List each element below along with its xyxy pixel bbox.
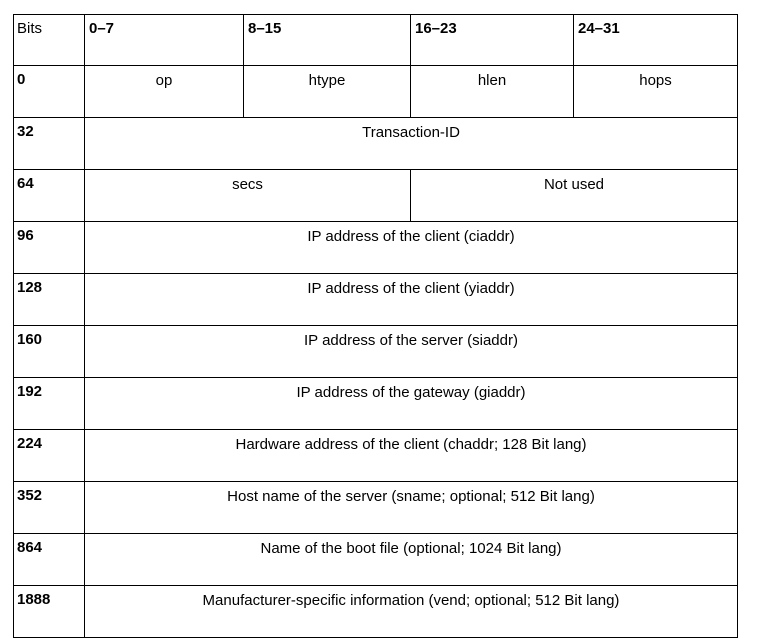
field-siaddr: IP address of the server (siaddr) [85, 326, 738, 378]
column-header-0-7: 0–7 [85, 15, 244, 66]
field-hlen: hlen [411, 66, 574, 118]
table-row [14, 170, 738, 222]
table-row [14, 534, 738, 586]
field-htype: htype [244, 66, 411, 118]
table-row [14, 66, 738, 118]
field-sname: Host name of the server (sname; optional; 512 Bit lang) [85, 482, 738, 534]
bits-header: Bits [14, 15, 85, 66]
field-not-used: Not used [411, 170, 738, 222]
table-row [14, 118, 738, 170]
table-row [14, 274, 738, 326]
field-op: op [85, 66, 244, 118]
table-row [14, 482, 738, 534]
bit-offset: 352 [14, 482, 85, 534]
table-row [14, 586, 738, 638]
column-header-24-31: 24–31 [574, 15, 738, 66]
bit-offset: 64 [14, 170, 85, 222]
table-row [14, 378, 738, 430]
column-header-8-15: 8–15 [244, 15, 411, 66]
field-ciaddr: IP address of the client (ciaddr) [85, 222, 738, 274]
bit-offset: 32 [14, 118, 85, 170]
table-row [14, 430, 738, 482]
field-transaction-id: Transaction-ID [85, 118, 738, 170]
table-row [14, 326, 738, 378]
dhcp-packet-format-table [13, 14, 738, 638]
bit-offset: 0 [14, 66, 85, 118]
field-vend: Manufacturer-specific information (vend; optional; 512 Bit lang) [85, 586, 738, 638]
field-boot-file: Name of the boot file (optional; 1024 Bit lang) [85, 534, 738, 586]
bit-offset: 96 [14, 222, 85, 274]
field-secs: secs [85, 170, 411, 222]
bit-offset: 160 [14, 326, 85, 378]
bit-offset: 128 [14, 274, 85, 326]
bit-offset: 192 [14, 378, 85, 430]
column-header-16-23: 16–23 [411, 15, 574, 66]
header-row [14, 15, 738, 66]
table-row [14, 222, 738, 274]
field-giaddr: IP address of the gateway (giaddr) [85, 378, 738, 430]
bit-offset: 864 [14, 534, 85, 586]
field-hops: hops [574, 66, 738, 118]
bit-offset: 1888 [14, 586, 85, 638]
bit-offset: 224 [14, 430, 85, 482]
field-yiaddr: IP address of the client (yiaddr) [85, 274, 738, 326]
field-chaddr: Hardware address of the client (chaddr; 128 Bit lang) [85, 430, 738, 482]
